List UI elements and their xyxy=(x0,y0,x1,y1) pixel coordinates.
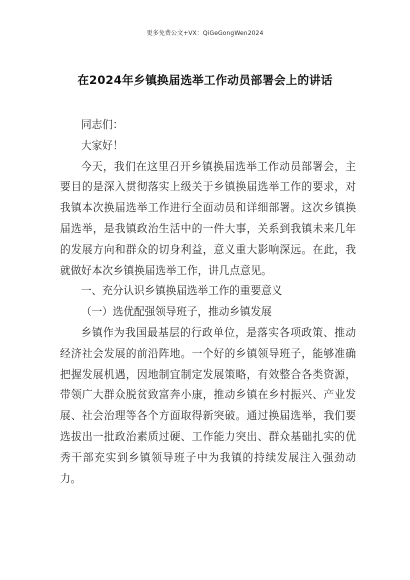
header-note: 更多免费公文+VX：QiGeGongWen2024 xyxy=(146,30,264,37)
document-title: 在2024年乡镇换届选举工作动员部署会上的讲话 xyxy=(77,73,333,87)
salutation: 同志们： xyxy=(81,119,124,131)
greeting: 大家好！ xyxy=(81,139,124,152)
paragraph-intro: 今天，我们在这里召开乡镇换届选举工作动员部署会，主要目的是深入贯彻落实上级关于乡镇换届选举工作的要求，对我镇本次换届选举工作进行全面动员和详细部署。这次乡镇换届选举，是我镇政治生活中的一件大事，关系到我镇未来几年的发展方向和群众的切身利益，意义重大影响深远。在此，我就做好本次乡镇换届选举工作，讲几点意见。 xyxy=(60,160,356,277)
document-body xyxy=(60,115,356,489)
section-heading-1: 一、充分认识乡镇换届选举工作的重要意义 xyxy=(81,285,283,298)
paragraph-body: 乡镇作为我国最基层的行政单位，是落实各项政策、推动经济社会发展的前沿阵地。一个好的乡镇领导班子，能够准确把握发展机遇，因地制宜制定发展策略，有效整合各类资源，带领广大群众脱贫致富奔小康，推动乡镇在乡村振兴、产业发展、社会治理等各个方面取得新突破。通过换届选举，我们要选拔出一批政治素质过硬、工作能力突出、群众基础扎实的优秀干部充实到乡镇领导班子中为我镇的持续发展注入强劲动力。 xyxy=(60,326,356,485)
subsection-heading-1: （一）选优配强领导班子，推动乡镇发展 xyxy=(81,306,272,319)
